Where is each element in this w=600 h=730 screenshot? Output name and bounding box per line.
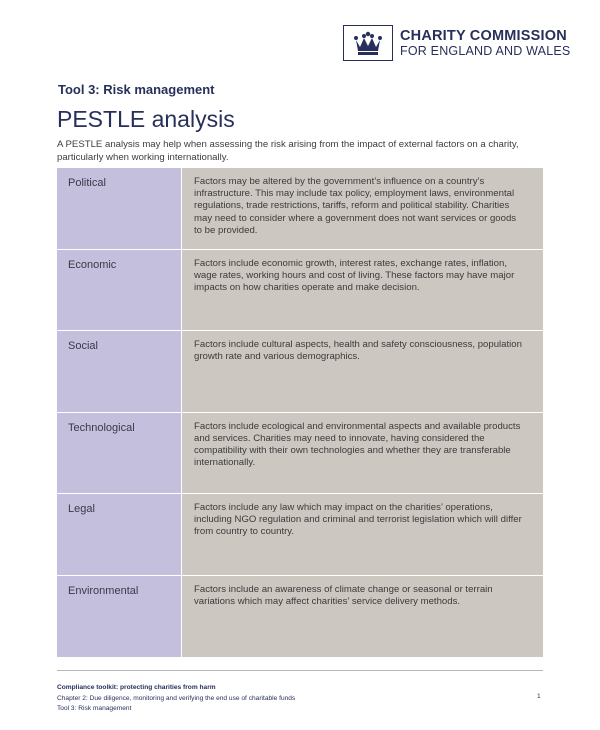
description-cell: Factors include any law which may impact on the charities’ operations, including NGO regulation and criminal and terrorist legislation which will differ from country to country.: [182, 494, 543, 576]
crown-icon: [343, 25, 393, 61]
category-cell: Economic: [57, 250, 182, 332]
table-row-technological: [57, 413, 543, 495]
footer-divider: [57, 670, 543, 671]
category-cell: Environmental: [57, 576, 182, 658]
category-cell: Political: [57, 168, 182, 250]
description-cell: Factors include an awareness of climate change or seasonal or terrain variations which may affect charities’ service delivery methods.: [182, 576, 543, 658]
footer-line-3: Tool 3: Risk management: [57, 705, 132, 712]
table-row-environmental: [57, 576, 543, 658]
footer-line-2: Chapter 2: Due diligence, monitoring and verifying the end use of charitable funds: [57, 694, 296, 702]
table-row-political: [57, 168, 543, 250]
page-number: 1: [537, 693, 541, 700]
footer-line-1: Compliance toolkit: protecting charities from harm: [57, 684, 216, 691]
table-row-economic: [57, 250, 543, 332]
category-cell: Legal: [57, 494, 182, 576]
footer: [57, 683, 295, 715]
table-row-legal: [57, 494, 543, 576]
tool-title: Tool 3: Risk management: [58, 82, 215, 97]
description-cell: Factors include economic growth, interest rates, exchange rates, inflation, wage rates, working hours and cost of living. These factors may have major impacts on how charities operate and make decision.: [182, 250, 543, 332]
pestle-table: [57, 168, 543, 657]
description-cell: Factors include cultural aspects, health and safety consciousness, population growth rate and various demographics.: [182, 331, 543, 413]
page-title: PESTLE analysis: [57, 106, 235, 132]
description-cell: Factors may be altered by the government’s influence on a country’s infrastructure. This may include tax policy, employment laws, environmental regulations, trade restrictions, tariffs, reform and political stability. Charities may need to consider where a government does not want services or goods to be provided.: [182, 168, 543, 250]
logo-title: CHARITY COMMISSION: [400, 27, 567, 44]
description-cell: Factors include ecological and environmental aspects and available products and services. Charities may need to innovate, having considered the compatibility with their own technologies and whether they are transferable internationally.: [182, 413, 543, 495]
charity-commission-logo: [343, 25, 570, 61]
category-cell: Technological: [57, 413, 182, 495]
category-cell: Social: [57, 331, 182, 413]
table-row-social: [57, 331, 543, 413]
intro-paragraph: A PESTLE analysis may help when assessing the risk arising from the impact of external factors on a charity, particularly when working internationally.: [57, 139, 519, 163]
logo-subtitle: FOR ENGLAND AND WALES: [400, 43, 571, 58]
